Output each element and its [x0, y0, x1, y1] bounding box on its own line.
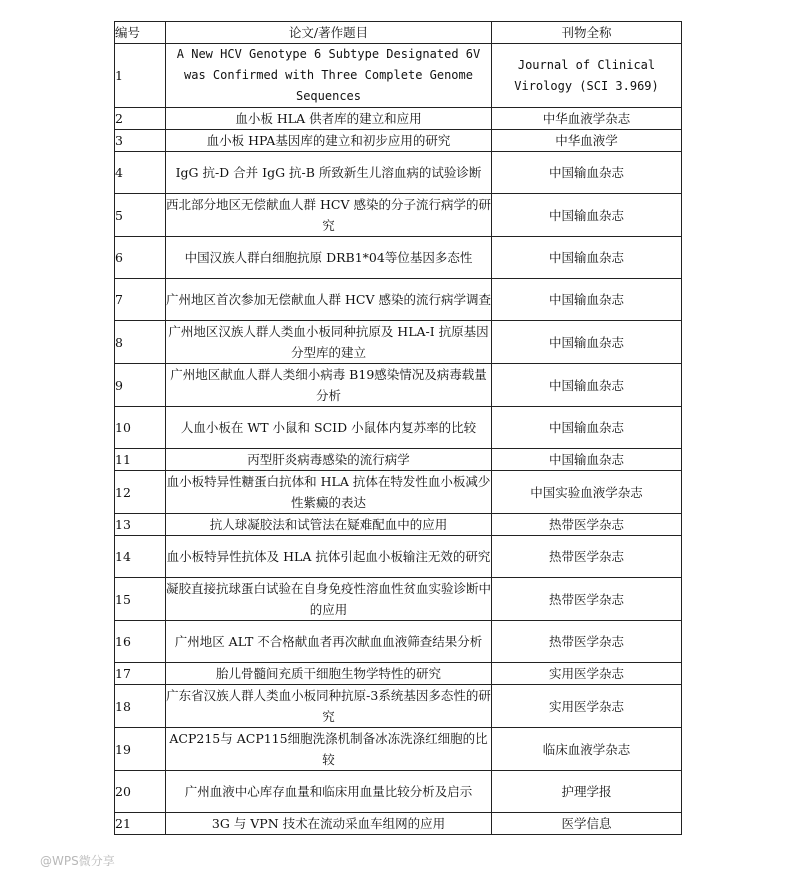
row-title: 广州地区汉族人群人类血小板同种抗原及 HLA-I 抗原基因分型库的建立 — [166, 321, 492, 364]
row-number: 18 — [115, 685, 166, 728]
row-number: 11 — [115, 449, 166, 471]
row-journal: 热带医学杂志 — [492, 621, 682, 663]
table-row — [115, 449, 682, 471]
row-journal: 热带医学杂志 — [492, 514, 682, 536]
table-row — [115, 771, 682, 813]
table-row — [115, 194, 682, 237]
row-journal: Journal of Clinical Virology (SCI 3.969) — [492, 44, 682, 108]
wps-watermark: @WPS微分享 — [40, 854, 115, 868]
table-row — [115, 685, 682, 728]
row-title: 血小板 HPA基因库的建立和初步应用的研究 — [166, 130, 492, 152]
row-number: 13 — [115, 514, 166, 536]
table-row — [115, 813, 682, 835]
row-number: 4 — [115, 152, 166, 194]
row-journal: 中国实验血液学杂志 — [492, 471, 682, 514]
table-row — [115, 108, 682, 130]
row-number: 5 — [115, 194, 166, 237]
table-row — [115, 471, 682, 514]
row-title: 3G 与 VPN 技术在流动采血车组网的应用 — [166, 813, 492, 835]
row-journal: 中华血液学 — [492, 130, 682, 152]
row-journal: 临床血液学杂志 — [492, 728, 682, 771]
table-row — [115, 578, 682, 621]
row-title: 广州血液中心库存血量和临床用血量比较分析及启示 — [166, 771, 492, 813]
table-row — [115, 728, 682, 771]
table-row — [115, 407, 682, 449]
row-title: 丙型肝炎病毒感染的流行病学 — [166, 449, 492, 471]
row-number: 14 — [115, 536, 166, 578]
table-row — [115, 536, 682, 578]
row-journal: 中国输血杂志 — [492, 407, 682, 449]
row-title: 中国汉族人群白细胞抗原 DRB1*04等位基因多态性 — [166, 237, 492, 279]
row-journal: 中国输血杂志 — [492, 449, 682, 471]
row-number: 2 — [115, 108, 166, 130]
row-number: 9 — [115, 364, 166, 407]
row-number: 7 — [115, 279, 166, 321]
row-number: 6 — [115, 237, 166, 279]
row-journal: 实用医学杂志 — [492, 685, 682, 728]
row-number: 3 — [115, 130, 166, 152]
row-title: A New HCV Genotype 6 Subtype Designated 6V was Confirmed with Three Complete Genome Sequences — [166, 44, 492, 108]
row-journal: 中华血液学杂志 — [492, 108, 682, 130]
row-number: 17 — [115, 663, 166, 685]
header-number: 编号 — [115, 22, 166, 44]
row-number: 16 — [115, 621, 166, 663]
table-row — [115, 321, 682, 364]
table-row — [115, 279, 682, 321]
table-row — [115, 621, 682, 663]
row-number: 15 — [115, 578, 166, 621]
row-title: 广州地区首次参加无偿献血人群 HCV 感染的流行病学调查 — [166, 279, 492, 321]
row-journal: 医学信息 — [492, 813, 682, 835]
row-title: 抗人球凝胶法和试管法在疑难配血中的应用 — [166, 514, 492, 536]
row-title: 西北部分地区无偿献血人群 HCV 感染的分子流行病学的研究 — [166, 194, 492, 237]
header-title: 论文/著作题目 — [166, 22, 492, 44]
table-row — [115, 44, 682, 108]
table-row — [115, 663, 682, 685]
row-title: ACP215与 ACP115细胞洗涤机制备冰冻洗涤红细胞的比较 — [166, 728, 492, 771]
row-title: 广州地区 ALT 不合格献血者再次献血血液筛查结果分析 — [166, 621, 492, 663]
table-header-row — [115, 22, 682, 44]
row-title: IgG 抗-D 合并 IgG 抗-B 所致新生儿溶血病的试验诊断 — [166, 152, 492, 194]
row-number: 20 — [115, 771, 166, 813]
row-title: 广州地区献血人群人类细小病毒 B19感染情况及病毒载量分析 — [166, 364, 492, 407]
row-journal: 热带医学杂志 — [492, 578, 682, 621]
row-title: 广东省汉族人群人类血小板同种抗原-3系统基因多态性的研究 — [166, 685, 492, 728]
table-row — [115, 152, 682, 194]
publication-table — [114, 21, 682, 835]
row-title: 凝胶直接抗球蛋白试验在自身免疫性溶血性贫血实验诊断中的应用 — [166, 578, 492, 621]
row-number: 21 — [115, 813, 166, 835]
row-journal: 中国输血杂志 — [492, 364, 682, 407]
row-title: 人血小板在 WT 小鼠和 SCID 小鼠体内复苏率的比较 — [166, 407, 492, 449]
row-number: 8 — [115, 321, 166, 364]
row-journal: 护理学报 — [492, 771, 682, 813]
row-journal: 热带医学杂志 — [492, 536, 682, 578]
row-journal: 中国输血杂志 — [492, 279, 682, 321]
row-number: 1 — [115, 44, 166, 108]
row-title: 血小板特异性抗体及 HLA 抗体引起血小板输注无效的研究 — [166, 536, 492, 578]
row-number: 12 — [115, 471, 166, 514]
row-title: 胎儿骨髓间充质干细胞生物学特性的研究 — [166, 663, 492, 685]
table-row — [115, 237, 682, 279]
table-row — [115, 514, 682, 536]
row-title: 血小板 HLA 供者库的建立和应用 — [166, 108, 492, 130]
row-journal: 中国输血杂志 — [492, 152, 682, 194]
row-journal: 实用医学杂志 — [492, 663, 682, 685]
row-journal: 中国输血杂志 — [492, 237, 682, 279]
row-number: 10 — [115, 407, 166, 449]
row-journal: 中国输血杂志 — [492, 321, 682, 364]
header-journal: 刊物全称 — [492, 22, 682, 44]
row-number: 19 — [115, 728, 166, 771]
row-title: 血小板特异性糖蛋白抗体和 HLA 抗体在特发性血小板减少性紫癜的表达 — [166, 471, 492, 514]
row-journal: 中国输血杂志 — [492, 194, 682, 237]
table-row — [115, 364, 682, 407]
table-row — [115, 130, 682, 152]
